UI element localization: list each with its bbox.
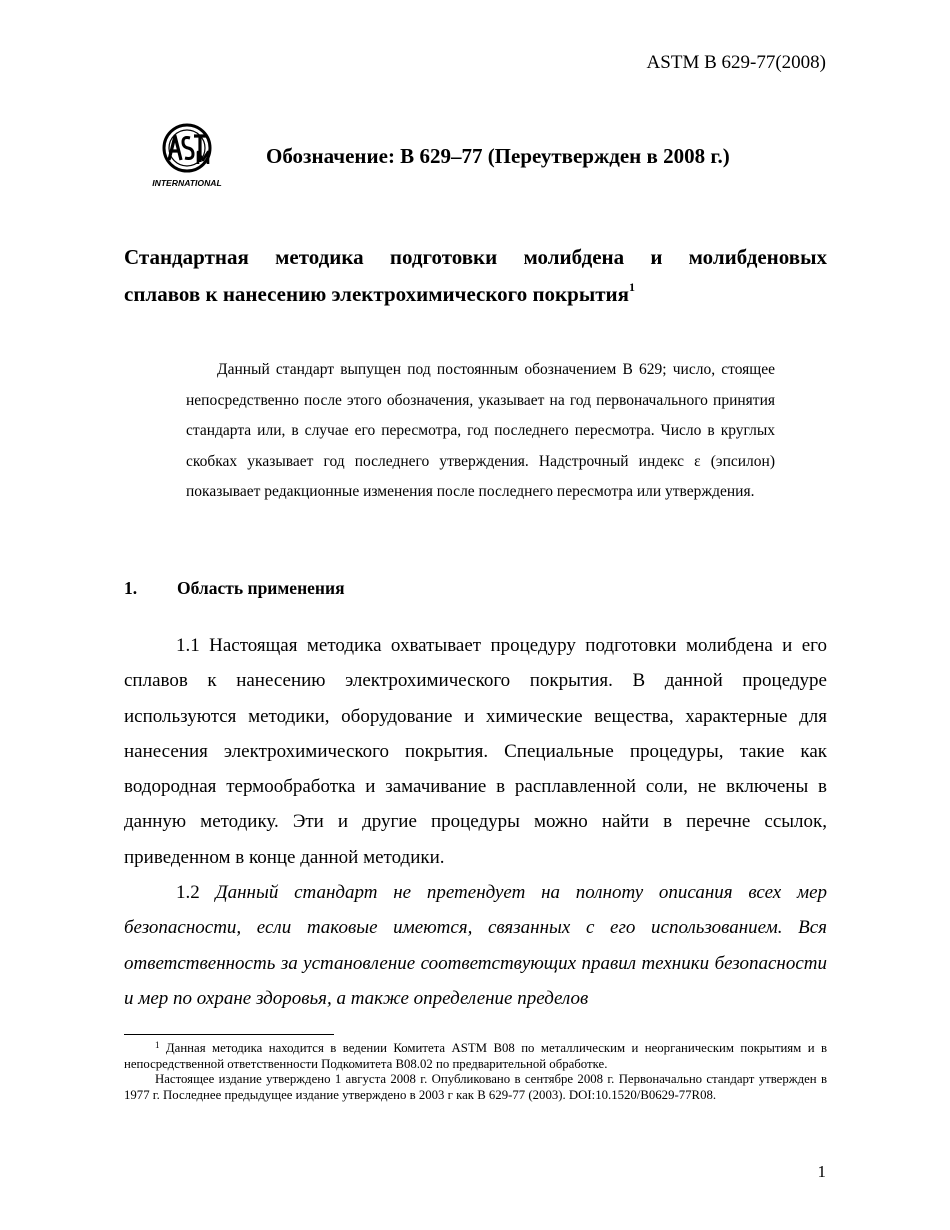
section-1-title: Область применения	[177, 578, 345, 598]
paragraph-1-1-number: 1.1	[176, 635, 200, 656]
paragraph-1-2	[124, 875, 827, 1016]
document-title	[124, 239, 827, 313]
section-1-number: 1.	[124, 578, 138, 598]
footnotes	[124, 1041, 827, 1103]
title-line-1: Стандартная методика подготовки молибдена и молибденовых	[124, 245, 827, 269]
title-line-2	[124, 276, 827, 313]
title-line-2-text: сплавов к нанесению электрохимического покрытия	[124, 282, 629, 306]
paragraph-1-2-text: Данный стандарт не претендует на полноту описания всех мер безопасности, если таковые имеются, связанных с его использованием. Вся ответственность за установление соответствующих правил техники безопасности и мер по охране здоровья, а также определение пределов	[124, 882, 828, 1009]
title-footnote-ref: 1	[629, 280, 635, 294]
footnote-separator	[124, 1034, 334, 1035]
standard-abstract: Данный стандарт выпущен под постоянным обозначением B 629; число, стоящее непосредственно после этого обозначения, указывает на год первоначального принятия стандарта или, в случае его пересмотра, год последнего пересмотра. Число в круглых скобках указывает год последнего утверждения. Надстрочный индекс ε (эпсилон) показывает редакционные изменения после последнего пересмотра или утверждения.	[186, 361, 775, 500]
astm-logo-icon	[148, 122, 226, 192]
paragraph-1-2-number: 1.2	[176, 882, 200, 903]
designation-heading: Обозначение: B 629–77 (Переутвержден в 2008 г.)	[266, 144, 730, 168]
footnote-1-marker: 1	[155, 1040, 160, 1050]
paragraph-1-1	[124, 628, 827, 875]
footnote-2: Настоящее издание утверждено 1 августа 2008 г. Опубликовано в сентябре 2008 г. Первоначально стандарт утвержден в 1977 г. Последнее предыдущее издание утверждено в 2003 г как B 629-77 (2003). DOI:10.1520/B0629-77R08.	[124, 1072, 827, 1102]
paragraph-1-1-text: Настоящая методика охватывает процедуру подготовки молибдена и его сплавов к нанесению электрохимического покрытия. В данной процедуре используются методики, оборудование и химические вещества, характерные для нанесения электрохимического покрытия. Специальные процедуры, такие как водородная термообработка и замачивание в расплавленной соли, не включены в данную методику. Эти и другие процедуры можно найти в перечне ссылок, приведенном в конце данной методики.	[124, 635, 827, 868]
section-1-heading	[124, 578, 345, 599]
page-number: 1	[817, 1162, 826, 1181]
footnote-1	[124, 1041, 827, 1072]
document-id-header: ASTM B 629-77(2008)	[646, 52, 826, 73]
logo-text: INTERNATIONAL	[152, 178, 222, 188]
footnote-1-text: Данная методика находится в ведении Комитета ASTM B08 по металлическим и неорганическим покрытиям и в непосредственной ответственности Подкомитета B08.02 по предварительной обработке.	[124, 1041, 827, 1071]
